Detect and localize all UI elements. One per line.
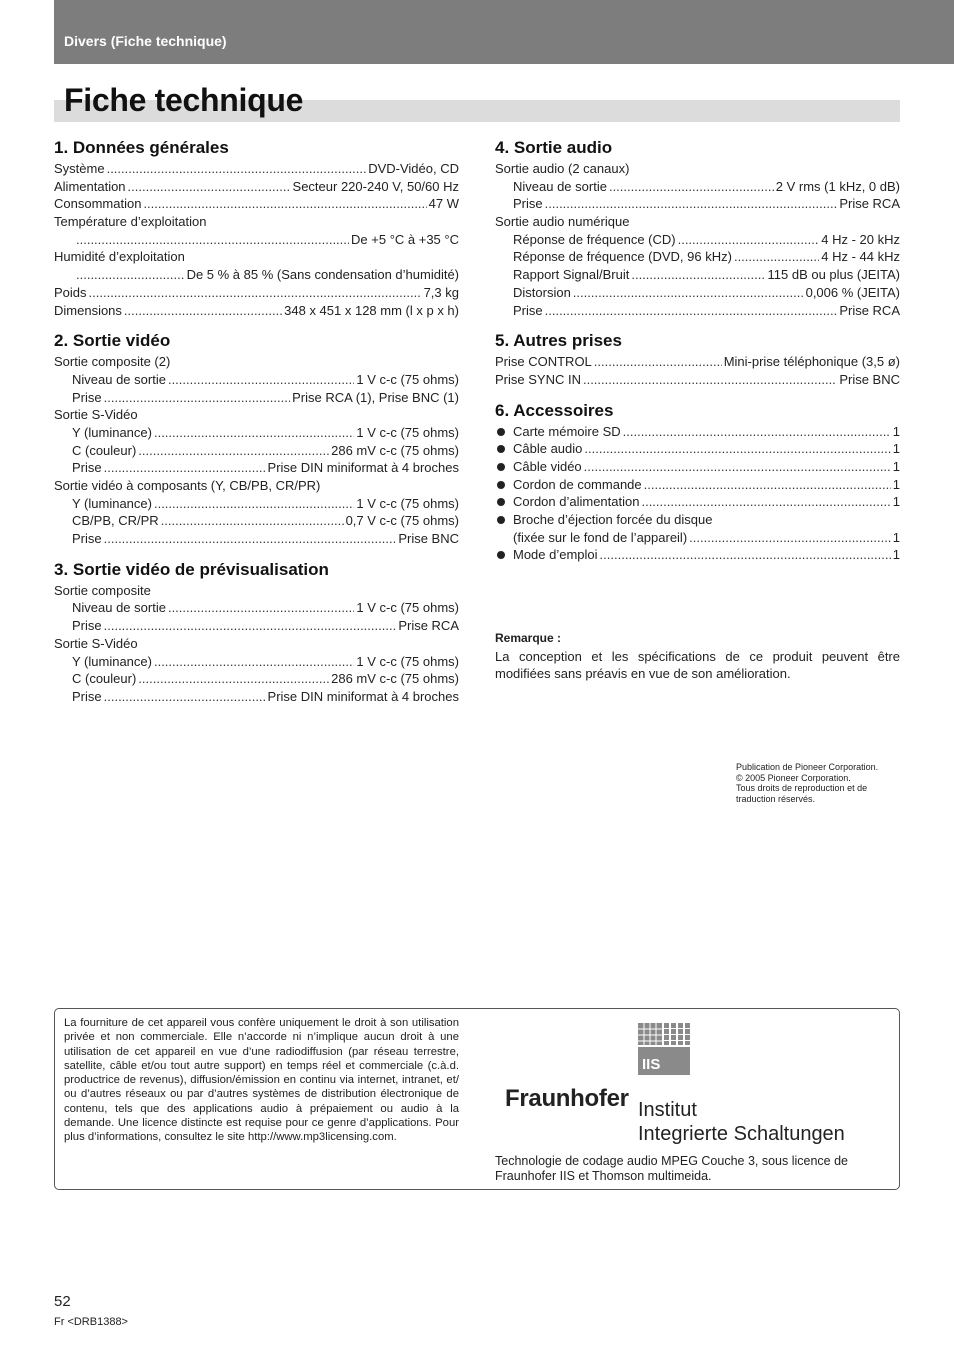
spec-row-value: 1 [892, 529, 900, 545]
spec-row [54, 688, 459, 706]
leader-dots [623, 423, 891, 441]
leader-dots [104, 688, 266, 706]
accessory-item [495, 493, 900, 511]
spec-row [54, 195, 459, 213]
page-code: Fr <DRB1388> [54, 1316, 128, 1328]
leader-dots [104, 530, 397, 548]
spec-row-label: Cordon d’alimentation [513, 494, 640, 510]
spec-row-label: Système [54, 161, 105, 176]
leader-dots [644, 476, 891, 494]
accessory-item [495, 458, 900, 476]
spec-row [54, 266, 459, 284]
spec-row-value: Prise RCA [839, 196, 900, 212]
spec-row-label: C (couleur) [72, 671, 137, 687]
header-bar [54, 0, 954, 64]
leader-dots [583, 371, 837, 389]
spec-row-label: (fixée sur le fond de l’appareil) [513, 529, 688, 545]
spec-row-value: Prise DIN miniformat à 4 broches [267, 688, 459, 704]
spec-row [54, 599, 459, 617]
leader-dots [107, 160, 367, 178]
leader-dots [584, 458, 891, 476]
spec-row-value: 1 [892, 458, 900, 474]
section-heading: 4. Sortie audio [495, 138, 613, 157]
leader-dots [168, 599, 354, 617]
spec-row-label: Réponse de fréquence (DVD, 96 kHz) [513, 249, 732, 265]
leader-dots [734, 248, 819, 266]
spec-row-label: Prise [72, 460, 102, 476]
license-text: La fourniture de cet appareil vous confère uniquement le droit à son utilisation privée et non commerciale. Elle n’accorde ni n’implique aucun droit à une utilisation de cet appareil en vue d’une radiodiffusion (par réseau terrestre, satellite, câble et/ou tout autre support) en temps réel et commerciale (c.à.d. productrice de revenus), diffusion/émission en continu via internet, intranet, et/ ou d’autres réseaux ou par d’autres systèmes de distribution électronique de contenu, tels que des applications audio à prépaiement ou audio à la demande. Une licence distincte est requise pour ce genre d’applications. Pour plus d’informations, consultez le site http://www.mp3licensing.com. [64, 1017, 459, 1144]
spec-label: Sortie audio numérique [495, 214, 630, 230]
spec-row-value: 47 W [428, 196, 459, 212]
spec-section [54, 560, 459, 706]
spec-row [495, 248, 900, 266]
spec-row [495, 353, 900, 371]
leader-dots [689, 529, 891, 547]
spec-row-value: 1 [892, 423, 900, 439]
spec-row [495, 266, 900, 284]
spec-row-value: 4 Hz - 44 kHz [821, 249, 900, 265]
spec-row-value: Prise RCA [398, 618, 459, 634]
leader-dots [76, 231, 349, 249]
leader-dots [104, 617, 397, 635]
publication-line: traduction réservés. [736, 794, 816, 805]
spec-row-label: Prise [72, 531, 102, 547]
left-column [54, 138, 459, 718]
leader-dots [76, 266, 185, 284]
spec-row-value: Prise RCA (1), Prise BNC (1) [292, 389, 459, 405]
spec-row [54, 653, 459, 671]
spec-row [495, 371, 900, 389]
spec-label: Sortie composite [54, 582, 151, 598]
leader-dots [609, 178, 774, 196]
spec-row-value: 115 dB ou plus (JEITA) [767, 267, 900, 283]
license-box [54, 1008, 900, 1190]
spec-row-label: Rapport Signal/Bruit [513, 267, 630, 283]
spec-row-label: Réponse de fréquence (CD) [513, 231, 676, 247]
leader-dots [573, 284, 804, 302]
spec-row-value: 286 mV c-c (75 ohms) [331, 671, 459, 687]
spec-label: Sortie vidéo à composants (Y, CB/PB, CR/PR) [54, 478, 321, 493]
section-heading: 3. Sortie vidéo de prévisualisation [54, 559, 329, 579]
spec-label: Température d’exploitation [54, 214, 207, 230]
spec-row-value: 7,3 kg [423, 284, 459, 300]
section-heading: 6. Accessoires [495, 400, 614, 420]
spec-row-label: Y (luminance) [72, 495, 152, 511]
spec-row [54, 284, 459, 302]
spec-row [54, 371, 459, 389]
spec-row-value: 348 x 451 x 128 mm (l x p x h) [284, 302, 459, 318]
spec-row-label: Dimensions [54, 302, 122, 318]
spec-row-value: De +5 °C à +35 °C [351, 231, 459, 247]
accessory-item [495, 529, 900, 547]
spec-row-label: Cordon de commande [513, 476, 642, 492]
spec-section [495, 401, 900, 565]
publication-info [736, 762, 906, 805]
accessory-item [495, 476, 900, 494]
spec-row-label: Alimentation [54, 178, 126, 194]
spec-row-label: Y (luminance) [72, 424, 152, 440]
spec-row-value: 1 [892, 494, 900, 510]
leader-dots [600, 546, 891, 564]
spec-row-value: Prise BNC [398, 531, 459, 547]
spec-row [54, 495, 459, 513]
spec-row-label: Distorsion [513, 284, 571, 300]
spec-row-value: 1 [892, 441, 900, 457]
spec-row [54, 670, 459, 688]
spec-row-label: Prise [72, 389, 102, 405]
spec-row-label: Niveau de sortie [72, 600, 166, 616]
leader-dots [128, 178, 291, 196]
leader-dots [641, 493, 890, 511]
spec-row [54, 389, 459, 407]
right-column [495, 138, 900, 576]
remark [495, 630, 900, 683]
spec-row [495, 302, 900, 320]
spec-row-label: Prise [72, 618, 102, 634]
spec-row-label: Prise [72, 688, 102, 704]
publication-line: © 2005 Pioneer Corporation. [736, 772, 851, 783]
fraunhofer-logo-icon [638, 1023, 690, 1080]
leader-dots [143, 195, 426, 213]
accessory-item [495, 546, 900, 564]
leader-dots [154, 653, 354, 671]
fraunhofer-name: Fraunhofer [505, 1085, 629, 1112]
spec-row-value: 4 Hz - 20 kHz [821, 231, 900, 247]
spec-row-value: 1 [892, 476, 900, 492]
spec-row [54, 442, 459, 460]
spec-label: Sortie audio (2 canaux) [495, 161, 630, 176]
spec-row-label: Carte mémoire SD [513, 423, 621, 439]
spec-row-value: 286 mV c-c (75 ohms) [331, 442, 459, 458]
header-text: Divers (Fiche technique) [64, 33, 227, 49]
spec-row-value: DVD-Vidéo, CD [368, 161, 459, 176]
spec-row-label: Prise [513, 302, 543, 318]
institute-line-2: Integrierte Schaltungen [638, 1123, 845, 1145]
spec-row [54, 302, 459, 320]
spec-section [54, 138, 459, 319]
spec-row-value: 1 V c-c (75 ohms) [356, 600, 459, 616]
spec-row-label: CB/PB, CR/PR [72, 513, 159, 529]
tech-text: Technologie de codage audio MPEG Couche 3, sous licence de Fraunhofer IIS et Thomson multimeida. [495, 1154, 849, 1183]
publication-line: Tous droits de reproduction et de [736, 783, 868, 794]
page-number: 52 [54, 1293, 71, 1310]
leader-dots [104, 459, 266, 477]
leader-dots [545, 195, 838, 213]
accessory-item [495, 440, 900, 458]
remark-heading: Remarque : [495, 631, 562, 645]
remark-text: La conception et les spécifications de ce produit peuvent être modifiées sans préavis en vue de son amélioration. [495, 648, 900, 681]
spec-row [54, 512, 459, 530]
spec-row-value: Mini-prise téléphonique (3,5 ø) [723, 354, 900, 370]
spec-row-value: 1 [892, 547, 900, 563]
spec-row-value: 0,006 % (JEITA) [805, 284, 900, 300]
spec-row-label: Y (luminance) [72, 653, 152, 669]
spec-row-label: Mode d’emploi [513, 547, 598, 563]
spec-row [54, 530, 459, 548]
spec-row-label: Prise CONTROL [495, 354, 592, 370]
section-heading: 1. Données générales [54, 138, 229, 157]
leader-dots [138, 442, 329, 460]
spec-row [54, 178, 459, 196]
spec-row-label: Câble audio [513, 441, 583, 457]
spec-row-label: Consommation [54, 196, 142, 212]
spec-label: Humidité d’exploitation [54, 249, 185, 265]
spec-section [495, 331, 900, 388]
spec-row-label: Prise SYNC IN [495, 371, 581, 387]
leader-dots [104, 389, 291, 407]
spec-row-value: 1 V c-c (75 ohms) [356, 653, 459, 669]
spec-row-label: Poids [54, 284, 87, 300]
spec-row-label: Prise [513, 196, 543, 212]
spec-row-value: 2 V rms (1 kHz, 0 dB) [775, 178, 900, 194]
spec-row-value: Secteur 220-240 V, 50/60 Hz [292, 178, 459, 194]
leader-dots [154, 495, 354, 513]
spec-row [54, 617, 459, 635]
accessory-item: Broche d’éjection forcée du disque [495, 511, 900, 529]
section-heading: 2. Sortie vidéo [54, 331, 171, 351]
spec-label: Sortie composite (2) [54, 354, 171, 370]
leader-dots [124, 302, 282, 320]
spec-row-value: 1 V c-c (75 ohms) [356, 424, 459, 440]
logo-badge-text: IIS [642, 1056, 661, 1073]
spec-label: Sortie S-Vidéo [54, 407, 138, 423]
spec-row [54, 160, 459, 178]
spec-row-value: De 5 % à 85 % (Sans condensation d’humidité) [186, 267, 459, 283]
spec-row-value: 1 V c-c (75 ohms) [356, 371, 459, 387]
leader-dots [89, 284, 422, 302]
leader-dots [168, 371, 354, 389]
spec-row-label: C (couleur) [72, 442, 137, 458]
spec-row [495, 284, 900, 302]
leader-dots [154, 424, 354, 442]
spec-section [54, 331, 459, 548]
spec-row-label: Câble vidéo [513, 458, 582, 474]
spec-row [495, 178, 900, 196]
leader-dots [161, 512, 344, 530]
spec-row [495, 231, 900, 249]
spec-row-value: 1 V c-c (75 ohms) [356, 495, 459, 511]
leader-dots [584, 440, 890, 458]
leader-dots [138, 670, 329, 688]
spec-row-label: Niveau de sortie [513, 178, 607, 194]
page-title: Fiche technique [64, 82, 304, 118]
spec-row-label: Niveau de sortie [72, 371, 166, 387]
publication-line: Publication de Pioneer Corporation. [736, 762, 879, 772]
spec-label: Sortie S-Vidéo [54, 635, 138, 651]
spec-row [495, 195, 900, 213]
spec-section [495, 138, 900, 319]
leader-dots [545, 302, 838, 320]
accessory-item [495, 423, 900, 441]
spec-row-value: Prise BNC [839, 371, 900, 387]
spec-row [54, 459, 459, 477]
section-heading: 5. Autres prises [495, 331, 622, 351]
spec-row-value: 0,7 V c-c (75 ohms) [345, 513, 459, 529]
spec-row [54, 424, 459, 442]
leader-dots [678, 231, 820, 249]
leader-dots [631, 266, 765, 284]
spec-row-value: Prise RCA [839, 302, 900, 318]
spec-row-value: Prise DIN miniformat à 4 broches [267, 460, 459, 476]
spec-row [54, 231, 459, 249]
institute-line-1: Institut [638, 1099, 697, 1121]
leader-dots [594, 353, 722, 371]
